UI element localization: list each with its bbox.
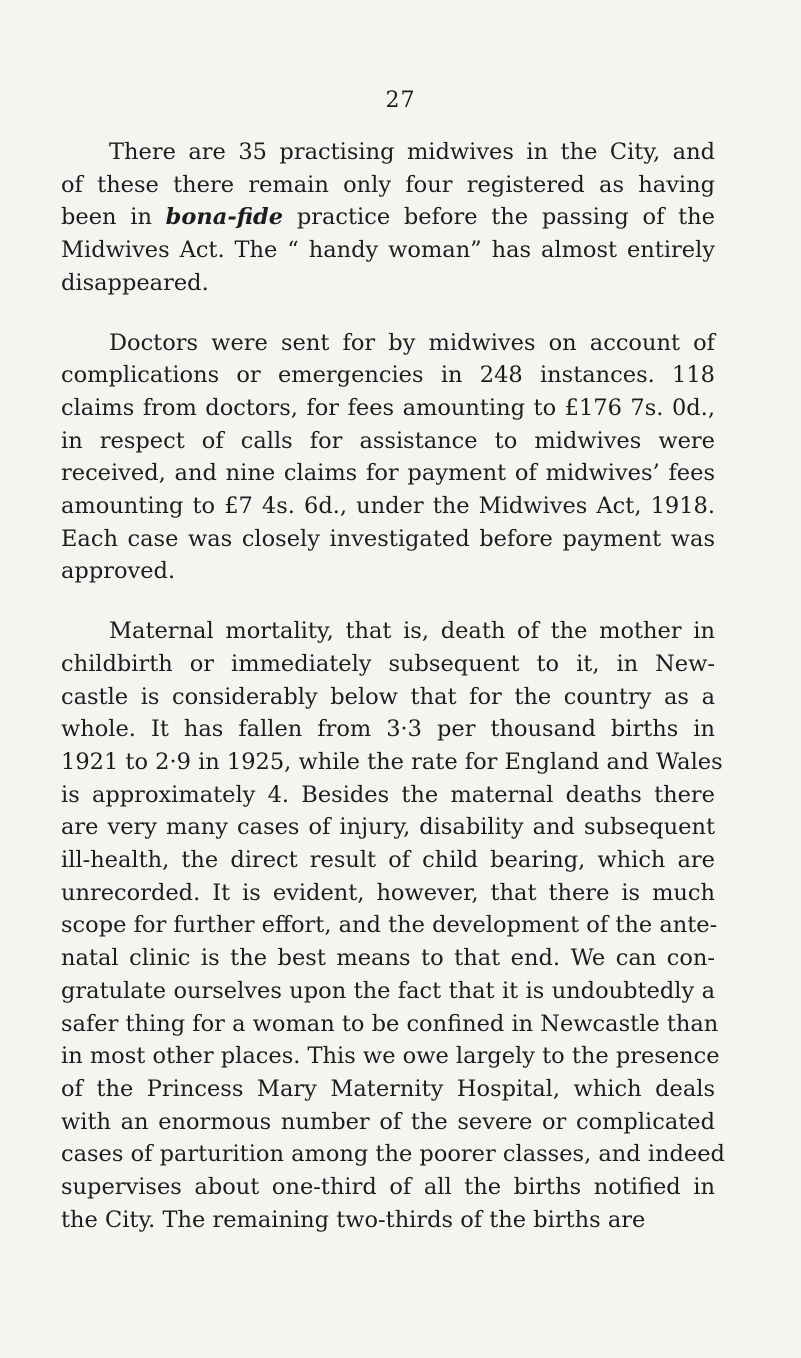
text-line: been in bona-fide practice before the passing of the: [61, 204, 715, 231]
text-line: unrecorded. It is evident, however, that there is much: [61, 879, 715, 906]
paragraph: [61, 136, 715, 300]
text-line: 1921 to 2·9 in 1925, while the rate for England and Wales: [61, 748, 723, 775]
italic-term: bona-fide: [165, 204, 284, 231]
text-line: approved.: [61, 558, 176, 585]
text-line: Midwives Act. The “ handy woman” has almost entirely: [61, 237, 715, 264]
text-line: Maternal mortality, that is, death of the mother in: [109, 618, 715, 645]
text-line: is approximately 4. Besides the maternal deaths there: [61, 781, 715, 808]
text-line: in respect of calls for assistance to midwives were: [61, 427, 715, 454]
text-line: Doctors were sent for by midwives on account of: [109, 329, 715, 356]
text-line: amounting to £7 4s. 6d., under the Midwives Act, 1918.: [61, 493, 715, 520]
text-line: complications or emergencies in 248 instances. 118: [61, 362, 715, 389]
text-line: ill-health, the direct result of child bearing, which are: [61, 847, 715, 874]
text-line: cases of parturition among the poorer classes, and indeed: [61, 1141, 725, 1168]
text-line: scope for further effort, and the development of the ante-: [61, 912, 718, 939]
text-line: of the Princess Mary Maternity Hospital, which deals: [61, 1075, 715, 1102]
page-number: 27: [385, 88, 416, 113]
text-line: supervises about one-third of all the births notified in: [61, 1174, 715, 1201]
text-line: are very many cases of injury, disability and subsequent: [61, 814, 715, 841]
body-text: [61, 136, 725, 1264]
text-line: There are 35 practising midwives in the City, and: [109, 139, 715, 165]
paragraph: [61, 615, 725, 1236]
text-line: disappeared.: [61, 269, 209, 296]
text-line: of these there remain only four registered as having: [61, 171, 715, 198]
text-line: whole. It has fallen from 3·3 per thousand births in: [61, 716, 715, 743]
text-line: received, and nine claims for payment of midwives’ fees: [61, 460, 715, 487]
paragraph: [61, 327, 715, 589]
text-line: gratulate ourselves upon the fact that it is undoubtedly a: [61, 977, 715, 1004]
text-line: in most other places. This we owe largely to the presence: [61, 1043, 720, 1070]
text-line: safer thing for a woman to be confined in Newcastle than: [61, 1010, 719, 1037]
text-line: Each case was closely investigated before payment was: [61, 525, 715, 552]
text-line: with an enormous number of the severe or complicated: [61, 1108, 715, 1135]
text-line: castle is considerably below that for the country as a: [61, 683, 715, 710]
text-line: the City. The remaining two-thirds of the births are: [61, 1206, 646, 1233]
text-line: claims from doctors, for fees amounting to £176 7s. 0d.,: [61, 394, 715, 421]
text-line: childbirth or immediately subsequent to it, in New-: [61, 650, 715, 677]
text-line: natal clinic is the best means to that end. We can con-: [61, 945, 715, 972]
